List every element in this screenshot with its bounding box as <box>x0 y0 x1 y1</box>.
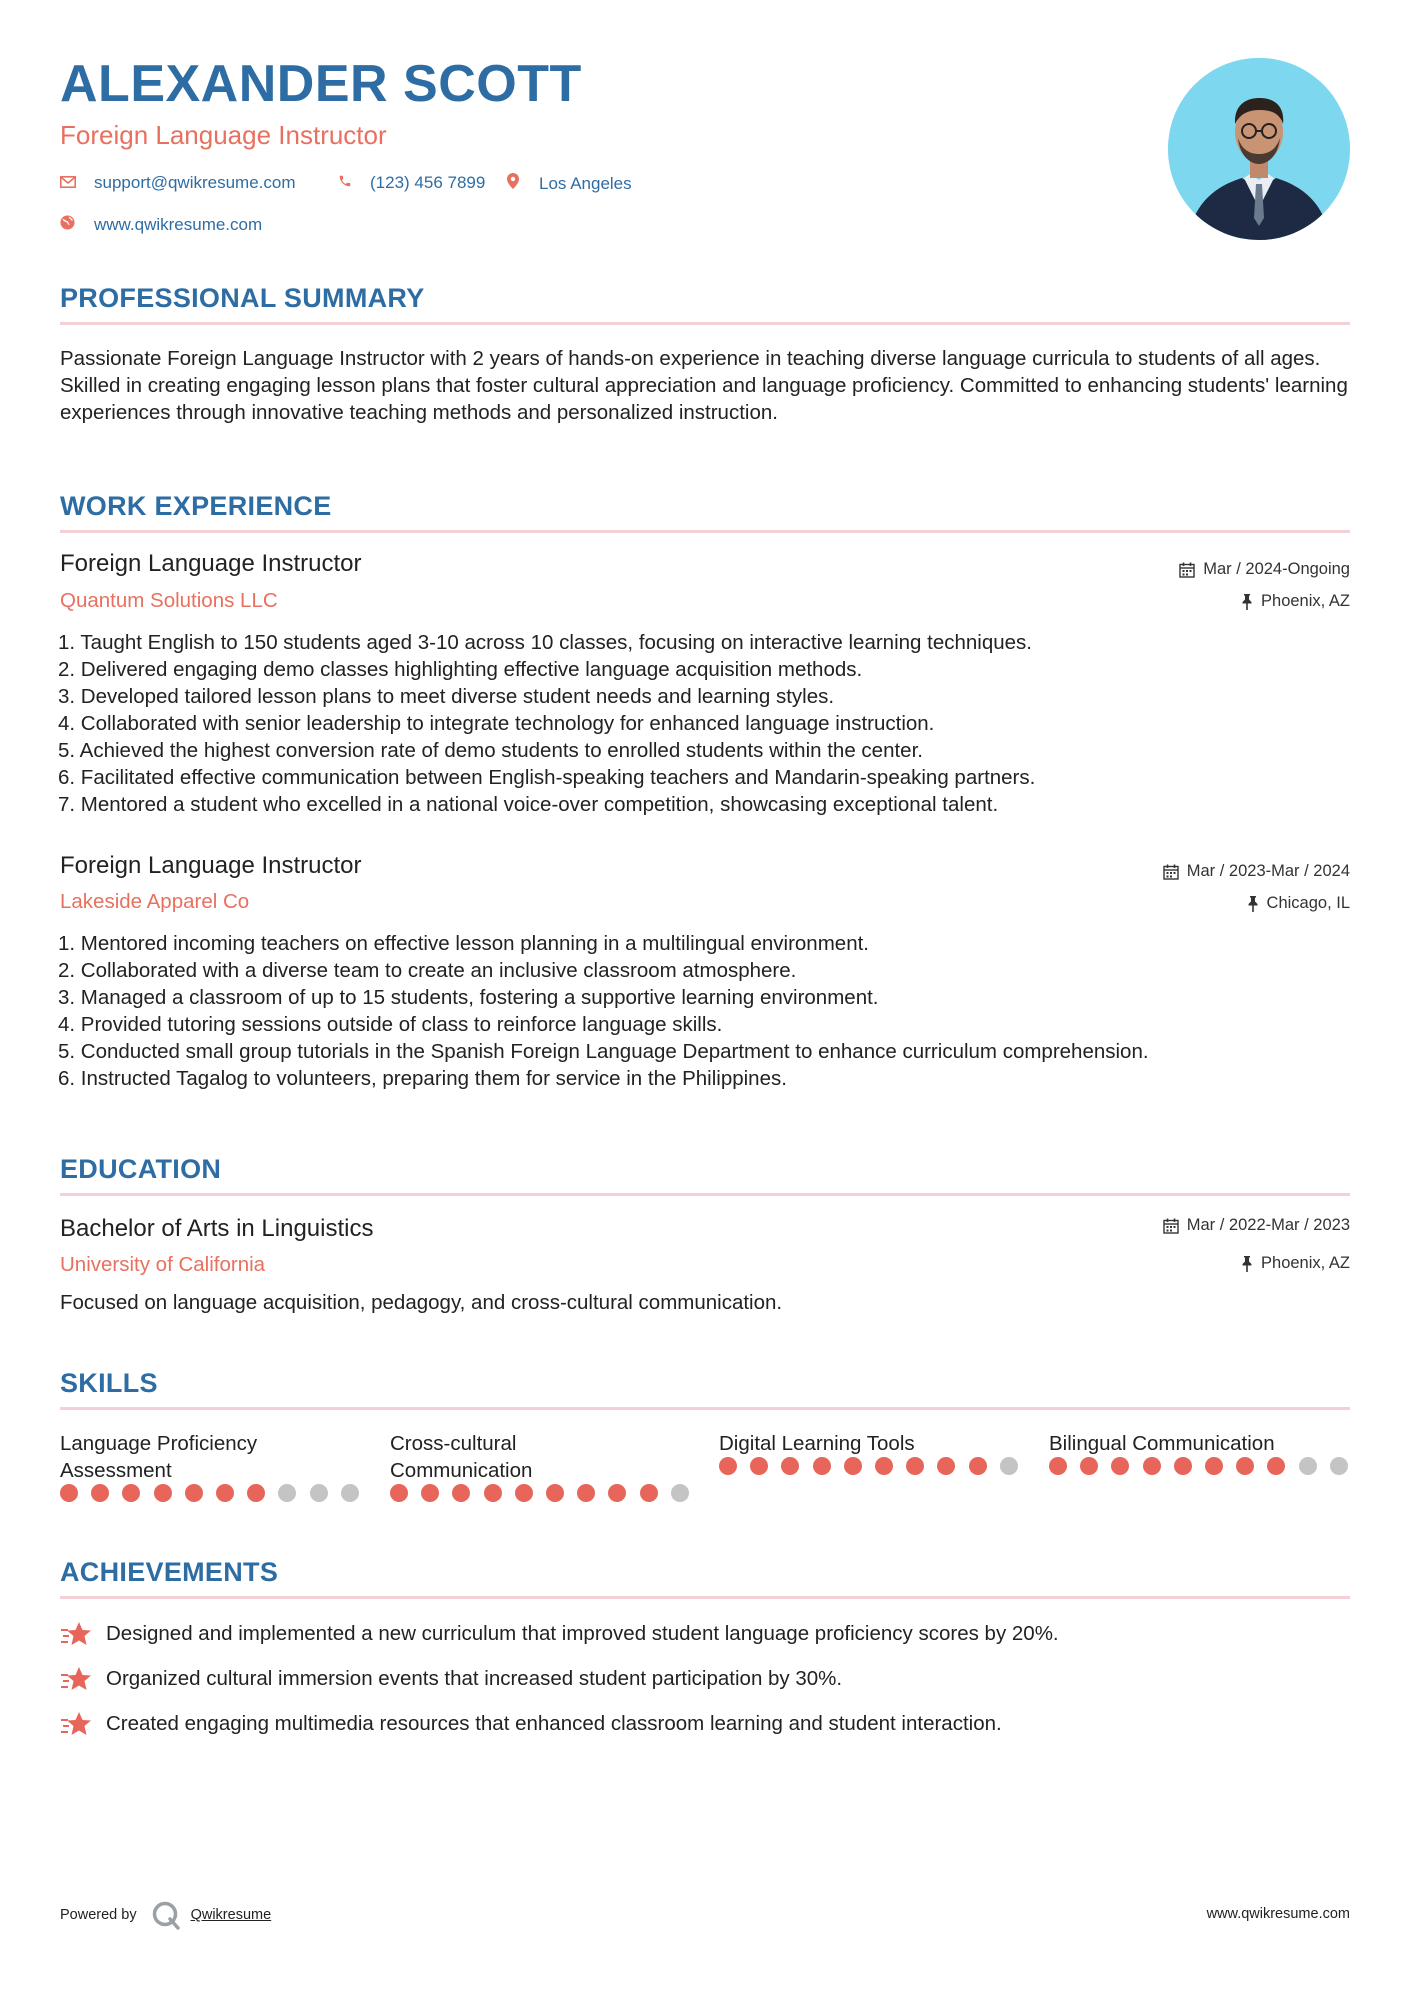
skill-name-line: Digital Learning Tools <box>719 1432 915 1455</box>
star-icon <box>60 1666 92 1692</box>
skill-dot-filled <box>515 1484 533 1502</box>
job-dates <box>1163 862 1350 881</box>
achievement-text: Created engaging multimedia resources that enhanced classroom learning and student interaction. <box>106 1712 1002 1735</box>
skill-name-line: Bilingual Communication <box>1049 1432 1275 1455</box>
contact-email[interactable] <box>60 173 296 193</box>
skill-dot-filled <box>484 1484 502 1502</box>
list-item: 2. Collaborated with a diverse team to create an inclusive classroom atmosphere. <box>58 959 797 982</box>
calendar-icon <box>1179 562 1195 578</box>
skill-dot-filled <box>813 1457 831 1475</box>
skill-name-line: Assessment <box>60 1459 172 1482</box>
education-degree: Bachelor of Arts in Linguistics <box>60 1215 374 1242</box>
job-dates-text: Mar / 2023-Mar / 2024 <box>1186 862 1350 880</box>
list-item: 3. Developed tailored lesson plans to meet diverse student needs and learning styles. <box>58 685 835 708</box>
skill-dot-filled <box>1111 1457 1129 1475</box>
achievements-heading: ACHIEVEMENTS <box>60 1557 279 1587</box>
job-title: Foreign Language Instructor <box>60 550 362 577</box>
skill-dot-filled <box>91 1484 109 1502</box>
skill-dot-filled <box>1205 1457 1223 1475</box>
job-location-text: Chicago, IL <box>1266 894 1350 912</box>
qwikresume-link[interactable]: Qwikresume <box>190 1907 272 1923</box>
powered-by-label: Powered by <box>60 1907 137 1923</box>
job-bullets <box>58 629 1358 818</box>
skill-rating <box>1049 1457 1349 1475</box>
skill-dot-filled <box>452 1484 470 1502</box>
skill-item <box>390 1430 690 1502</box>
skill-dot-filled <box>122 1484 140 1502</box>
summary-divider <box>60 322 1350 325</box>
skill-dot-filled <box>60 1484 78 1502</box>
achievement-item <box>60 1711 1002 1737</box>
education-location-text: Phoenix, AZ <box>1261 1254 1350 1272</box>
skill-dot-empty <box>310 1484 328 1502</box>
list-item: 3. Managed a classroom of up to 15 students, fostering a supportive learning environment. <box>58 986 879 1009</box>
skill-dot-empty <box>341 1484 359 1502</box>
skill-item <box>719 1430 1019 1475</box>
skill-dot-filled <box>781 1457 799 1475</box>
list-item: 6. Facilitated effective communication between English-speaking teachers and Mandarin-speaking partners. <box>58 766 1036 789</box>
profile-photo <box>1168 58 1350 240</box>
website-text: www.qwikresume.com <box>94 215 263 234</box>
skill-dot-filled <box>906 1457 924 1475</box>
star-icon <box>60 1621 92 1647</box>
summary-text: Passionate Foreign Language Instructor with 2 years of hands-on experience in teaching diverse language curricula to students of all ages. Skilled in creating engaging lesson plans that foster cultural appreciation and language proficiency. Committed to enhancing students' learning experiences through innovative teaching methods and personalized instruction. <box>60 347 1348 424</box>
skill-dot-filled <box>750 1457 768 1475</box>
skill-dot-filled <box>1143 1457 1161 1475</box>
skill-dot-filled <box>608 1484 626 1502</box>
job-title: Foreign Language Instructor <box>60 852 362 879</box>
pin-icon <box>1247 896 1259 912</box>
skill-dot-filled <box>844 1457 862 1475</box>
skill-dot-filled <box>1267 1457 1285 1475</box>
skill-dot-filled <box>1080 1457 1098 1475</box>
education-location <box>1241 1254 1350 1273</box>
list-item: 2. Delivered engaging demo classes highlighting effective language acquisition methods. <box>58 658 863 681</box>
job-location-text: Phoenix, AZ <box>1261 592 1350 610</box>
list-item: 6. Instructed Tagalog to volunteers, preparing them for service in the Philippines. <box>58 1067 787 1090</box>
skill-dot-filled <box>185 1484 203 1502</box>
skill-dot-filled <box>154 1484 172 1502</box>
skills-divider <box>60 1407 1350 1410</box>
education-dates <box>1163 1216 1350 1235</box>
job-bullets <box>58 930 1358 1092</box>
skill-name <box>719 1430 1019 1457</box>
education-dates-text: Mar / 2022-Mar / 2023 <box>1186 1216 1350 1234</box>
list-item: 1. Taught English to 150 students aged 3-10 across 10 classes, focusing on interactive learning techniques. <box>58 631 1032 654</box>
calendar-icon <box>1163 864 1179 880</box>
skill-dot-filled <box>546 1484 564 1502</box>
education-heading: EDUCATION <box>60 1154 222 1184</box>
skill-dot-filled <box>1236 1457 1254 1475</box>
achievement-item <box>60 1666 842 1692</box>
skill-dot-filled <box>719 1457 737 1475</box>
pin-icon <box>1241 594 1253 610</box>
job-location <box>1241 592 1350 611</box>
achievements-divider <box>60 1596 1350 1599</box>
skill-dot-filled <box>247 1484 265 1502</box>
skill-dot-empty <box>1299 1457 1317 1475</box>
skill-rating <box>60 1484 360 1502</box>
education-description: Focused on language acquisition, pedagogy, and cross-cultural communication. <box>60 1291 783 1314</box>
job-dates-text: Mar / 2024-Ongoing <box>1203 560 1350 578</box>
skill-name <box>60 1430 360 1484</box>
contact-location <box>507 173 632 194</box>
list-item: 4. Provided tutoring sessions outside of class to reinforce language skills. <box>58 1013 723 1036</box>
list-item: 5. Conducted small group tutorials in the Spanish Foreign Language Department to enhance curriculum comprehension. <box>58 1040 1149 1063</box>
map-pin-icon <box>507 173 519 194</box>
achievement-text: Organized cultural immersion events that increased student participation by 30%. <box>106 1667 843 1690</box>
footer-powered-by <box>60 1900 271 1930</box>
email-icon <box>60 173 76 193</box>
skill-name-line: Communication <box>390 1459 533 1482</box>
list-item: 4. Collaborated with senior leadership to integrate technology for enhanced language instruction. <box>58 712 935 735</box>
skill-name-line: Cross-cultural <box>390 1432 517 1455</box>
skill-dot-empty <box>1000 1457 1018 1475</box>
contact-website[interactable] <box>60 215 262 235</box>
summary-heading: PROFESSIONAL SUMMARY <box>60 283 425 313</box>
footer-site[interactable]: www.qwikresume.com <box>1206 1906 1350 1922</box>
skill-item <box>1049 1430 1349 1475</box>
skill-dot-empty <box>1330 1457 1348 1475</box>
phone-icon <box>338 173 352 193</box>
skill-rating <box>719 1457 1019 1475</box>
skill-dot-filled <box>390 1484 408 1502</box>
experience-heading: WORK EXPERIENCE <box>60 491 332 521</box>
pin-icon <box>1241 1256 1253 1272</box>
list-item: 7. Mentored a student who excelled in a national voice-over competition, showcasing exceptional talent. <box>58 793 999 816</box>
skill-dot-filled <box>640 1484 658 1502</box>
list-item: 5. Achieved the highest conversion rate of demo students to enrolled students within the center. <box>58 739 923 762</box>
skill-dot-filled <box>969 1457 987 1475</box>
candidate-name: ALEXANDER SCOTT <box>60 55 582 113</box>
star-icon <box>60 1711 92 1737</box>
skill-dot-filled <box>937 1457 955 1475</box>
job-company: Lakeside Apparel Co <box>60 890 250 913</box>
skill-dot-filled <box>216 1484 234 1502</box>
email-text: support@qwikresume.com <box>94 173 296 192</box>
skill-dot-empty <box>278 1484 296 1502</box>
skill-dot-filled <box>1174 1457 1192 1475</box>
candidate-role: Foreign Language Instructor <box>60 120 387 150</box>
skill-dot-filled <box>577 1484 595 1502</box>
phone-text: (123) 456 7899 <box>370 173 486 192</box>
skill-item <box>60 1430 360 1502</box>
skill-dot-filled <box>421 1484 439 1502</box>
globe-icon <box>60 215 75 235</box>
calendar-icon <box>1163 1218 1179 1234</box>
location-text: Los Angeles <box>539 173 632 193</box>
skills-heading: SKILLS <box>60 1368 158 1398</box>
qwikresume-logo-icon <box>151 1900 181 1930</box>
skill-name <box>1049 1430 1349 1457</box>
list-item: 1. Mentored incoming teachers on effective lesson planning in a multilingual environment. <box>58 932 869 955</box>
skill-dot-empty <box>671 1484 689 1502</box>
education-divider <box>60 1193 1350 1196</box>
skill-dot-filled <box>1049 1457 1067 1475</box>
achievement-text: Designed and implemented a new curriculum that improved student language proficiency scores by 20%. <box>106 1622 1059 1645</box>
education-school: University of California <box>60 1253 266 1276</box>
job-location <box>1247 894 1350 913</box>
skill-dot-filled <box>875 1457 893 1475</box>
experience-divider <box>60 530 1350 533</box>
skill-name-line: Language Proficiency <box>60 1432 258 1455</box>
contact-phone[interactable] <box>338 173 485 193</box>
skill-name <box>390 1430 690 1484</box>
job-dates <box>1179 560 1350 579</box>
achievement-item <box>60 1621 1059 1647</box>
job-company: Quantum Solutions LLC <box>60 589 278 612</box>
skill-rating <box>390 1484 690 1502</box>
